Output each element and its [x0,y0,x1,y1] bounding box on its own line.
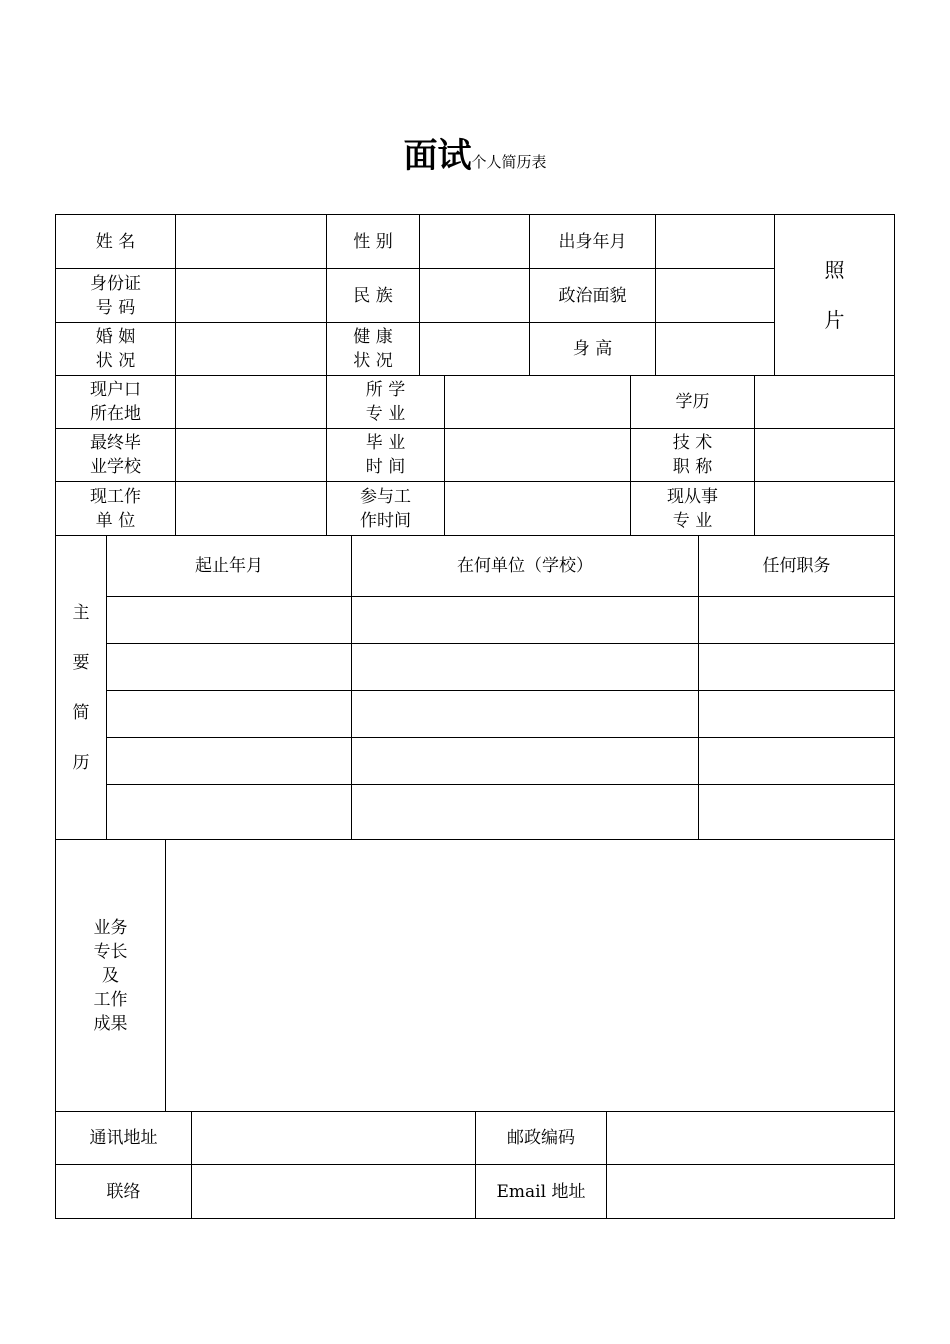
field-email[interactable] [607,1165,894,1218]
label-birth: 出身年月 [530,215,656,269]
photo-box[interactable]: 照 片 [775,215,894,376]
label-grad-time: 毕 业 时 间 [327,429,445,482]
label-employer: 现工作 单 位 [56,482,176,536]
label-major: 所 学 专 业 [327,376,445,429]
label-history: 主 要 简 历 [56,536,107,840]
field-address[interactable] [192,1112,476,1165]
history-cell[interactable] [352,644,699,691]
history-cell[interactable] [107,738,352,785]
history-header-period: 起止年月 [107,536,352,597]
label-profession: 现从事 专 业 [631,482,755,536]
history-cell[interactable] [352,691,699,738]
field-marital[interactable] [176,323,327,376]
label-health: 健 康 状 况 [327,323,420,376]
label-education: 学历 [631,376,755,429]
resume-form [55,214,895,1219]
field-phone[interactable] [192,1165,476,1218]
label-gender: 性 别 [327,215,420,269]
history-cell[interactable] [352,738,699,785]
label-height: 身 高 [530,323,656,376]
field-gender[interactable] [420,215,530,269]
label-address: 通讯地址 [56,1112,192,1165]
title-sub: 个人简历表 [471,153,547,171]
field-school[interactable] [176,429,327,482]
field-major[interactable] [445,376,631,429]
field-name[interactable] [176,215,327,269]
field-tech-title[interactable] [755,429,894,482]
field-employer[interactable] [176,482,327,536]
history-cell[interactable] [352,597,699,644]
label-school: 最终毕 业学校 [56,429,176,482]
history-header-employer: 在何单位（学校） [352,536,699,597]
label-work-start: 参与工 作时间 [327,482,445,536]
history-cell[interactable] [352,785,699,840]
history-cell[interactable] [699,691,894,738]
label-id-number: 身份证 号 码 [56,269,176,323]
field-work-start[interactable] [445,482,631,536]
field-birth[interactable] [656,215,775,269]
history-cell[interactable] [107,644,352,691]
label-name: 姓 名 [56,215,176,269]
field-ethnicity[interactable] [420,269,530,323]
history-header-position: 任何职务 [699,536,894,597]
history-cell[interactable] [107,691,352,738]
label-tech-title: 技 术 职 称 [631,429,755,482]
label-expertise: 业务 专长 及 工作 成果 [56,840,166,1112]
page-title [0,128,950,177]
history-cell[interactable] [699,785,894,840]
field-expertise[interactable] [166,840,894,1112]
field-political[interactable] [656,269,775,323]
field-grad-time[interactable] [445,429,631,482]
label-political: 政治面貌 [530,269,656,323]
field-education[interactable] [755,376,894,429]
field-hukou[interactable] [176,376,327,429]
label-phone: 联络 [56,1165,192,1218]
history-cell[interactable] [107,785,352,840]
history-cell[interactable] [699,644,894,691]
field-postcode[interactable] [607,1112,894,1165]
history-cell[interactable] [699,597,894,644]
field-id-number[interactable] [176,269,327,323]
field-height[interactable] [656,323,775,376]
field-profession[interactable] [755,482,894,536]
label-hukou: 现户口 所在地 [56,376,176,429]
history-cell[interactable] [107,597,352,644]
label-postcode: 邮政编码 [476,1112,607,1165]
field-health[interactable] [420,323,530,376]
label-ethnicity: 民 族 [327,269,420,323]
title-main: 面试 [403,136,472,176]
history-cell[interactable] [699,738,894,785]
label-email: Email 地址 [476,1165,607,1218]
label-marital: 婚 姻 状 况 [56,323,176,376]
